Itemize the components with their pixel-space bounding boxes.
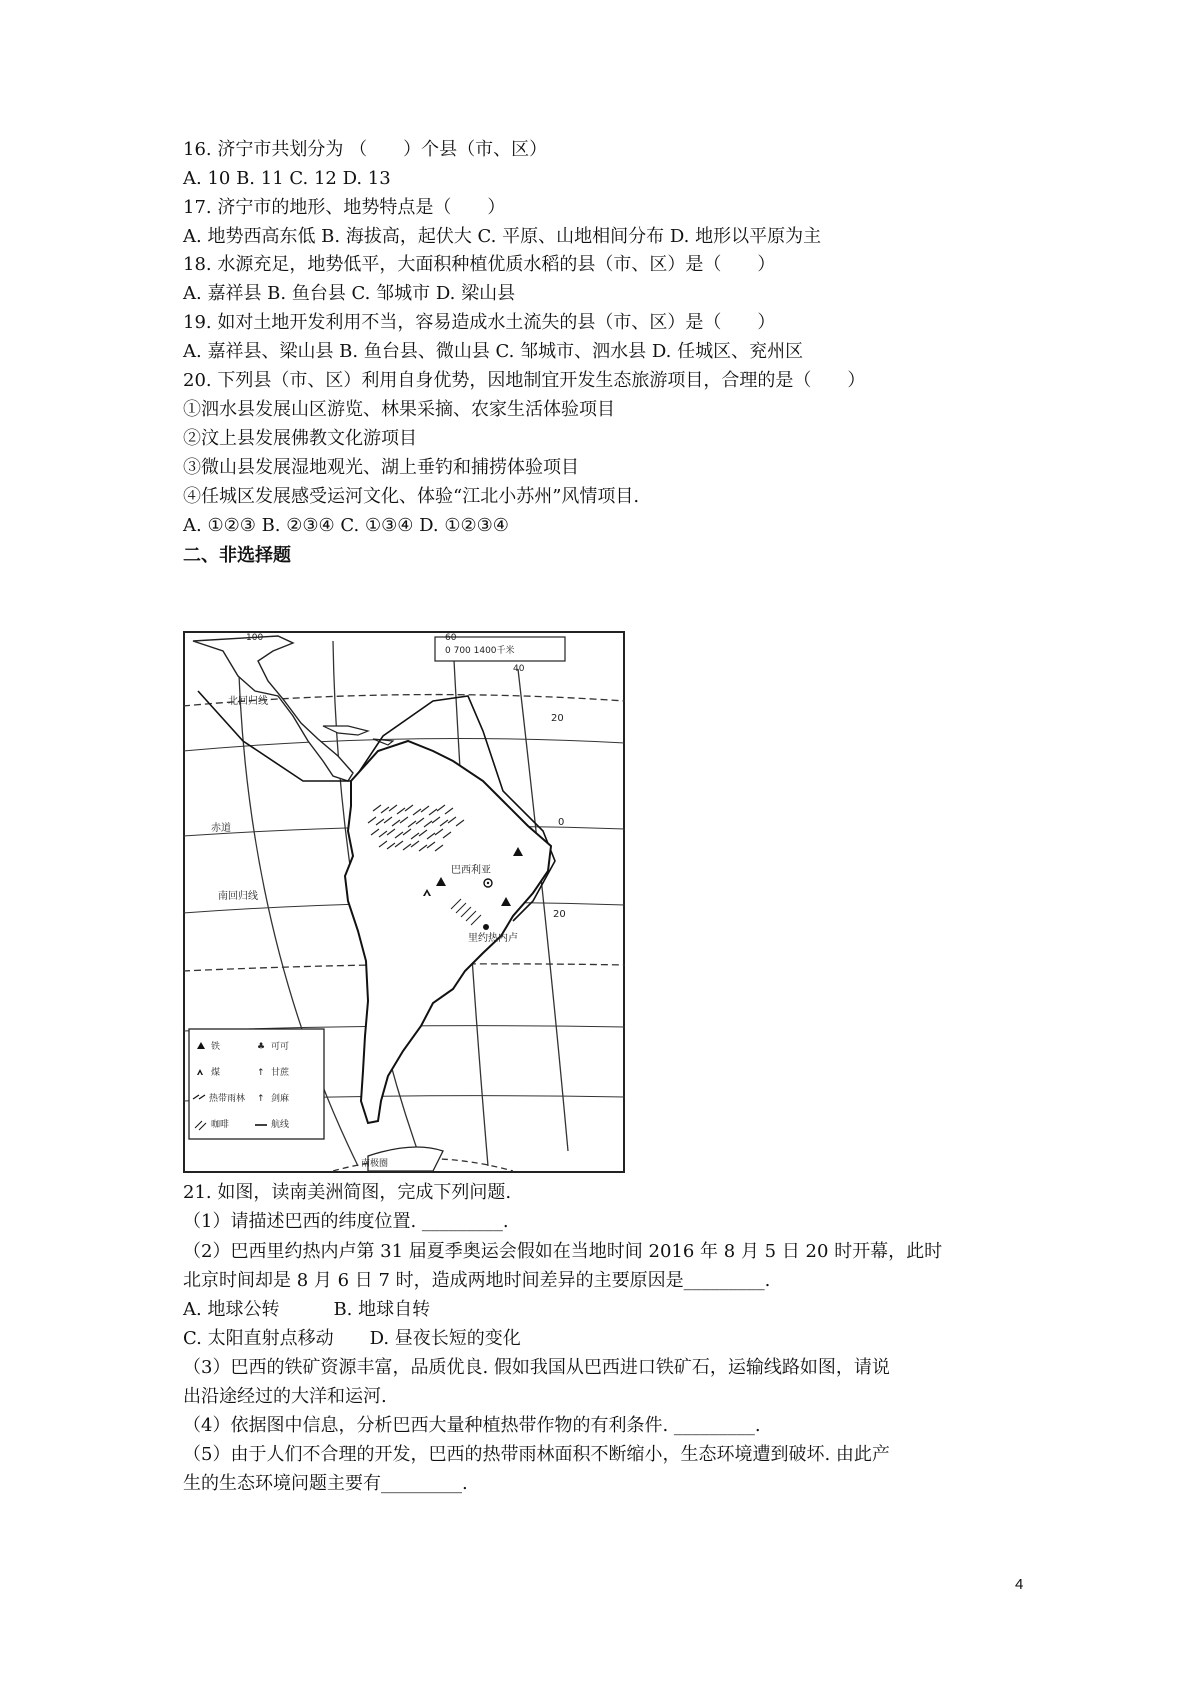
- brasilia-label: 巴西利亚: [451, 865, 491, 876]
- equator-label: 赤道: [211, 823, 231, 834]
- question-20-item-4: ④任城区发展感受运河文化、体验“江北小苏州”风情项目.: [183, 486, 640, 507]
- question-16: 16. 济宁市共划分为 （ ）个县（市、区）: [183, 139, 548, 160]
- antarctic-circle-label: 南极圈: [361, 1159, 389, 1169]
- question-18: 18. 水源充足，地势低平，大面积种植优质水稻的县（市、区）是（ ）: [183, 254, 776, 275]
- map-scale: 0 700 1400千米: [445, 646, 515, 656]
- question-21-part-5b: 生的生态环境问题主要有_________.: [183, 1473, 468, 1494]
- sisal-legend-icon: ↑: [257, 1094, 265, 1104]
- rio-label: 里约热内卢: [468, 933, 518, 944]
- question-20-item-1: ①泗水县发展山区游览、林果采摘、农家生活体验项目: [183, 399, 615, 420]
- cocoa-legend-icon: ♣: [257, 1042, 266, 1052]
- question-21-part-4: （4）依据图中信息，分析巴西大量种植热带作物的有利条件. _________.: [183, 1415, 761, 1436]
- question-19-options: A. 嘉祥县、梁山县 B. 鱼台县、微山县 C. 邹城市、泗水县 D. 任城区、兖州区: [183, 341, 804, 362]
- legend-cocoa: 可可: [271, 1042, 290, 1052]
- question-17: 17. 济宁市的地形、地势特点是（ ）: [183, 197, 506, 218]
- lon-label-100: 100: [246, 633, 264, 643]
- legend-coal: 煤: [211, 1068, 221, 1078]
- south-tropic-label: 南回归线: [218, 891, 258, 902]
- section-title: 二、非选择题: [183, 545, 291, 566]
- question-21-part-2b: 北京时间却是 8 月 6 日 7 时，造成两地时间差异的主要原因是_________.: [183, 1270, 771, 1291]
- question-21-part-2-options-cd: C. 太阳直射点移动 D. 昼夜长短的变化: [183, 1328, 521, 1349]
- question-17-options: A. 地势西高东低 B. 海拔高，起伏大 C. 平原、山地相间分布 D. 地形以平原为主: [183, 226, 822, 247]
- question-21-part-1: （1）请描述巴西的纬度位置. _________.: [183, 1211, 509, 1232]
- question-19: 19. 如对土地开发利用不当，容易造成水土流失的县（市、区）是（ ）: [183, 312, 776, 333]
- page-number: 4: [1015, 1576, 1024, 1593]
- question-21-part-2-options-ab: A. 地球公转 B. 地球自转: [183, 1299, 431, 1320]
- question-21-part-5a: （5）由于人们不合理的开发，巴西的热带雨林面积不断缩小，生态环境遭到破坏. 由此产: [183, 1444, 890, 1465]
- question-20-item-2: ②汶上县发展佛教文化游项目: [183, 428, 417, 449]
- question-18-options: A. 嘉祥县 B. 鱼台县 C. 邹城市 D. 梁山县: [183, 283, 516, 304]
- north-tropic-label: 北回归线: [228, 696, 268, 707]
- question-21-part-2a: （2）巴西里约热内卢第 31 届夏季奥运会假如在当地时间 2016 年 8 月 5 日 20 时开幕，此时: [183, 1241, 943, 1262]
- lat-label-20n: 20: [551, 713, 564, 724]
- legend-sugarcane: 甘蔗: [271, 1068, 290, 1078]
- legend-coffee: 咖啡: [211, 1120, 230, 1130]
- sugarcane-legend-icon: ↑: [257, 1068, 265, 1078]
- legend-route: 航线: [271, 1120, 290, 1130]
- question-21-part-3a: （3）巴西的铁矿资源丰富，品质优良. 假如我国从巴西进口铁矿石，运输线路如图，请说: [183, 1357, 890, 1378]
- legend-sisal: 剑麻: [271, 1094, 290, 1104]
- south-america-map: [183, 631, 625, 1173]
- lon-label-40: 40: [513, 664, 525, 674]
- legend-iron: 铁: [211, 1042, 221, 1052]
- question-20-options: A. ①②③ B. ②③④ C. ①③④ D. ①②③④: [183, 515, 509, 536]
- question-20-item-3: ③微山县发展湿地观光、湖上垂钓和捕捞体验项目: [183, 457, 579, 478]
- question-21-part-3b: 出沿途经过的大洋和运河.: [183, 1386, 387, 1407]
- lon-label-60: 60: [445, 633, 457, 643]
- question-20: 20. 下列县（市、区）利用自身优势，因地制宜开发生态旅游项目，合理的是（ ）: [183, 370, 866, 391]
- legend-rainforest: 热带雨林: [209, 1094, 246, 1104]
- lat-label-0: 0: [558, 817, 565, 828]
- question-16-options: A. 10 B. 11 C. 12 D. 13: [183, 168, 391, 189]
- lat-label-20s: 20: [553, 909, 566, 920]
- question-21-stem: 21. 如图，读南美洲简图，完成下列问题.: [183, 1182, 512, 1203]
